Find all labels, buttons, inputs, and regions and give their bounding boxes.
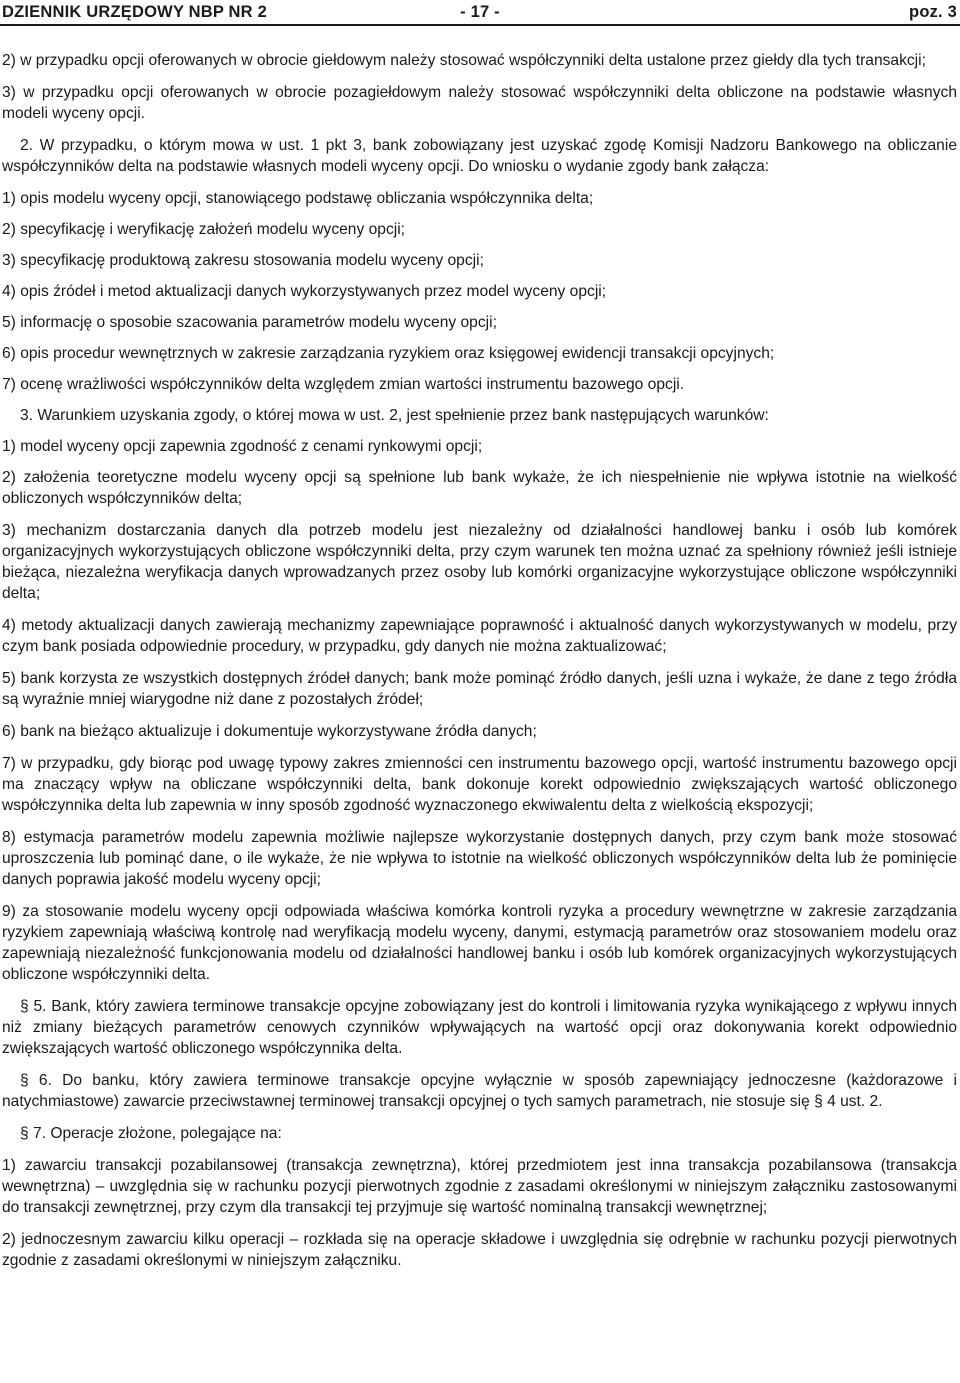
list-item: 6) bank na bieżąco aktualizuje i dokumentuje wykorzystywane źródła danych; (2, 723, 537, 740)
list-item: 2) jednoczesnym zawarciu kilku operacji – rozkłada się na operacje składowe i uwzględnia się odrębnie w rachunku pozycji pierwotnych zgodnie z zasadami określonymi w niniejszym załączniku. (2, 1231, 957, 1269)
list-item: 1) opis modelu wyceny opcji, stanowiącego podstawę obliczania współczynnika delta; (2, 190, 594, 207)
list-item: 4) metody aktualizacji danych zawierają mechanizmy zapewniające poprawność i aktualność danych wykorzystywanych w modelu, przy czym bank posiada odpowiednie procedury, w przypadku, gdy danych nie można zaktualizować; (2, 617, 957, 655)
list-item: 4) opis źródeł i metod aktualizacji danych wykorzystywanych przez model wyceny opcji; (2, 283, 607, 300)
list-item: 7) w przypadku, gdy biorąc pod uwagę typowy zakres zmienności cen instrumentu bazowego opcji, wartość instrumentu bazowego opcji ma znaczący wpływ na obliczane współczynniki delta, bank dokonuje korekt odpowiednio zwiększających wartość obliczonego współczynnika delta lub zapewnia w inny sposób zgodność wyznaczonego ekwiwalentu delta z wielkością ekspozycji; (2, 755, 957, 814)
section-paragraph: § 5. Bank, który zawiera terminowe transakcje opcyjne zobowiązany jest do kontroli i limitowania ryzyka wynikającego z wpływu innych niż zmiany bieżących parametrów cenowych czynników wpływających na wartość opcji oraz dokonywania korekt odpowiednio zwiększających wartość obliczonego współczynnika delta. (2, 998, 957, 1057)
document-body (2, 50, 957, 1282)
list-item: 3) mechanizm dostarczania danych dla potrzeb modelu jest niezależny od działalności handlowej banku i osób lub komórek organizacyjnych wykorzystujących obliczone współczynniki delta, przy czym warunek ten można uznać za spełniony również jeśli istnieje bieżąca, niezależna weryfikacja danych wprowadzanych przez osoby lub komórki organizacyjne wykorzystujące obliczone współczynniki delta; (2, 522, 957, 602)
page-number: - 17 - (460, 2, 500, 21)
paragraph: 2. W przypadku, o którym mowa w ust. 1 pkt 3, bank zobowiązany jest uzyskać zgodę Komisji Nadzoru Bankowego na obliczanie współczynników delta na podstawie własnych modeli wyceny opcji. Do wniosku o wydanie zgody bank załącza: (2, 137, 957, 175)
page-header (0, 0, 960, 26)
paragraph: 2) w przypadku opcji oferowanych w obrocie giełdowym należy stosować współczynniki delta ustalone przez giełdy dla tych transakcji; (2, 52, 926, 69)
list-item: 2) specyfikację i weryfikację założeń modelu wyceny opcji; (2, 221, 406, 238)
paragraph: 3. Warunkiem uzyskania zgody, o której mowa w ust. 2, jest spełnienie przez bank następujących warunków: (20, 407, 769, 424)
list-item: 3) specyfikację produktową zakresu stosowania modelu wyceny opcji; (2, 252, 484, 269)
list-item: 5) bank korzysta ze wszystkich dostępnych źródeł danych; bank może pominąć źródło danych, jeśli uzna i wykaże, że dane z tego źródła są wyraźnie mniej wiarygodne niż dane z pozostałych źródeł; (2, 670, 957, 708)
position-number: poz. 3 (909, 2, 957, 21)
list-item: 8) estymacja parametrów modelu zapewnia możliwie najlepsze wykorzystanie dostępnych danych, przy czym bank może stosować uproszczenia lub pominąć dane, o ile wykaże, że nie wpływa to istotnie na wielkość obliczonych współczynników delta lub że pominięcie danych poprawia jakość modelu wyceny opcji; (2, 829, 957, 888)
list-item: 9) za stosowanie modelu wyceny opcji odpowiada właściwa komórka kontroli ryzyka a procedury wewnętrzne w zakresie zarządzania ryzykiem zapewniają właściwą kontrolę nad weryfikacją modelu wyceny, danymi, estymacją parametrów oraz stosowaniem modelu oraz zapewniają niezależność funkcjonowania modelu od działalności handlowej banku i osób lub komórek organizacyjnych wykorzystujących obliczone współczynniki delta. (2, 903, 957, 983)
list-item: 1) model wyceny opcji zapewnia zgodność z cenami rynkowymi opcji; (2, 438, 483, 455)
section-paragraph: § 6. Do banku, który zawiera terminowe transakcje opcyjne wyłącznie w sposób zapewniający jednoczesne (każdorazowe i natychmiastowe) zawarcie przeciwstawnej terminowej transakcji opcyjnej o tych samych parametrach, nie stosuje się § 4 ust. 2. (2, 1072, 957, 1110)
list-item: 1) zawarciu transakcji pozabilansowej (transakcja zewnętrzna), której przedmiotem jest inna transakcja pozabilansowa (transakcja wewnętrzna) – uwzględnia się w rachunku pozycji pierwotnych zgodnie z zasadami określonymi w niniejszym załączniku zastosowanymi do transakcji zewnętrznej, przy czym dla transakcji tej przyjmuje się wartość nominalną transakcji wewnętrznej; (2, 1157, 957, 1216)
list-item: 5) informację o sposobie szacowania parametrów modelu wyceny opcji; (2, 314, 497, 331)
list-item: 6) opis procedur wewnętrznych w zakresie zarządzania ryzykiem oraz księgowej ewidencji transakcji opcyjnych; (2, 345, 775, 362)
list-item: 2) założenia teoretyczne modelu wyceny opcji są spełnione lub bank wykaże, że ich niespełnienie nie wpływa istotnie na wielkość obliczonych współczynników delta; (2, 469, 957, 507)
section-paragraph: § 7. Operacje złożone, polegające na: (20, 1125, 282, 1142)
list-item: 7) ocenę wrażliwości współczynników delta względem zmian wartości instrumentu bazowego opcji. (2, 376, 685, 393)
paragraph: 3) w przypadku opcji oferowanych w obrocie pozagiełdowym należy stosować współczynniki delta obliczone na podstawie własnych modeli wyceny opcji. (2, 84, 957, 122)
journal-title: DZIENNIK URZĘDOWY NBP NR 2 (2, 2, 267, 21)
